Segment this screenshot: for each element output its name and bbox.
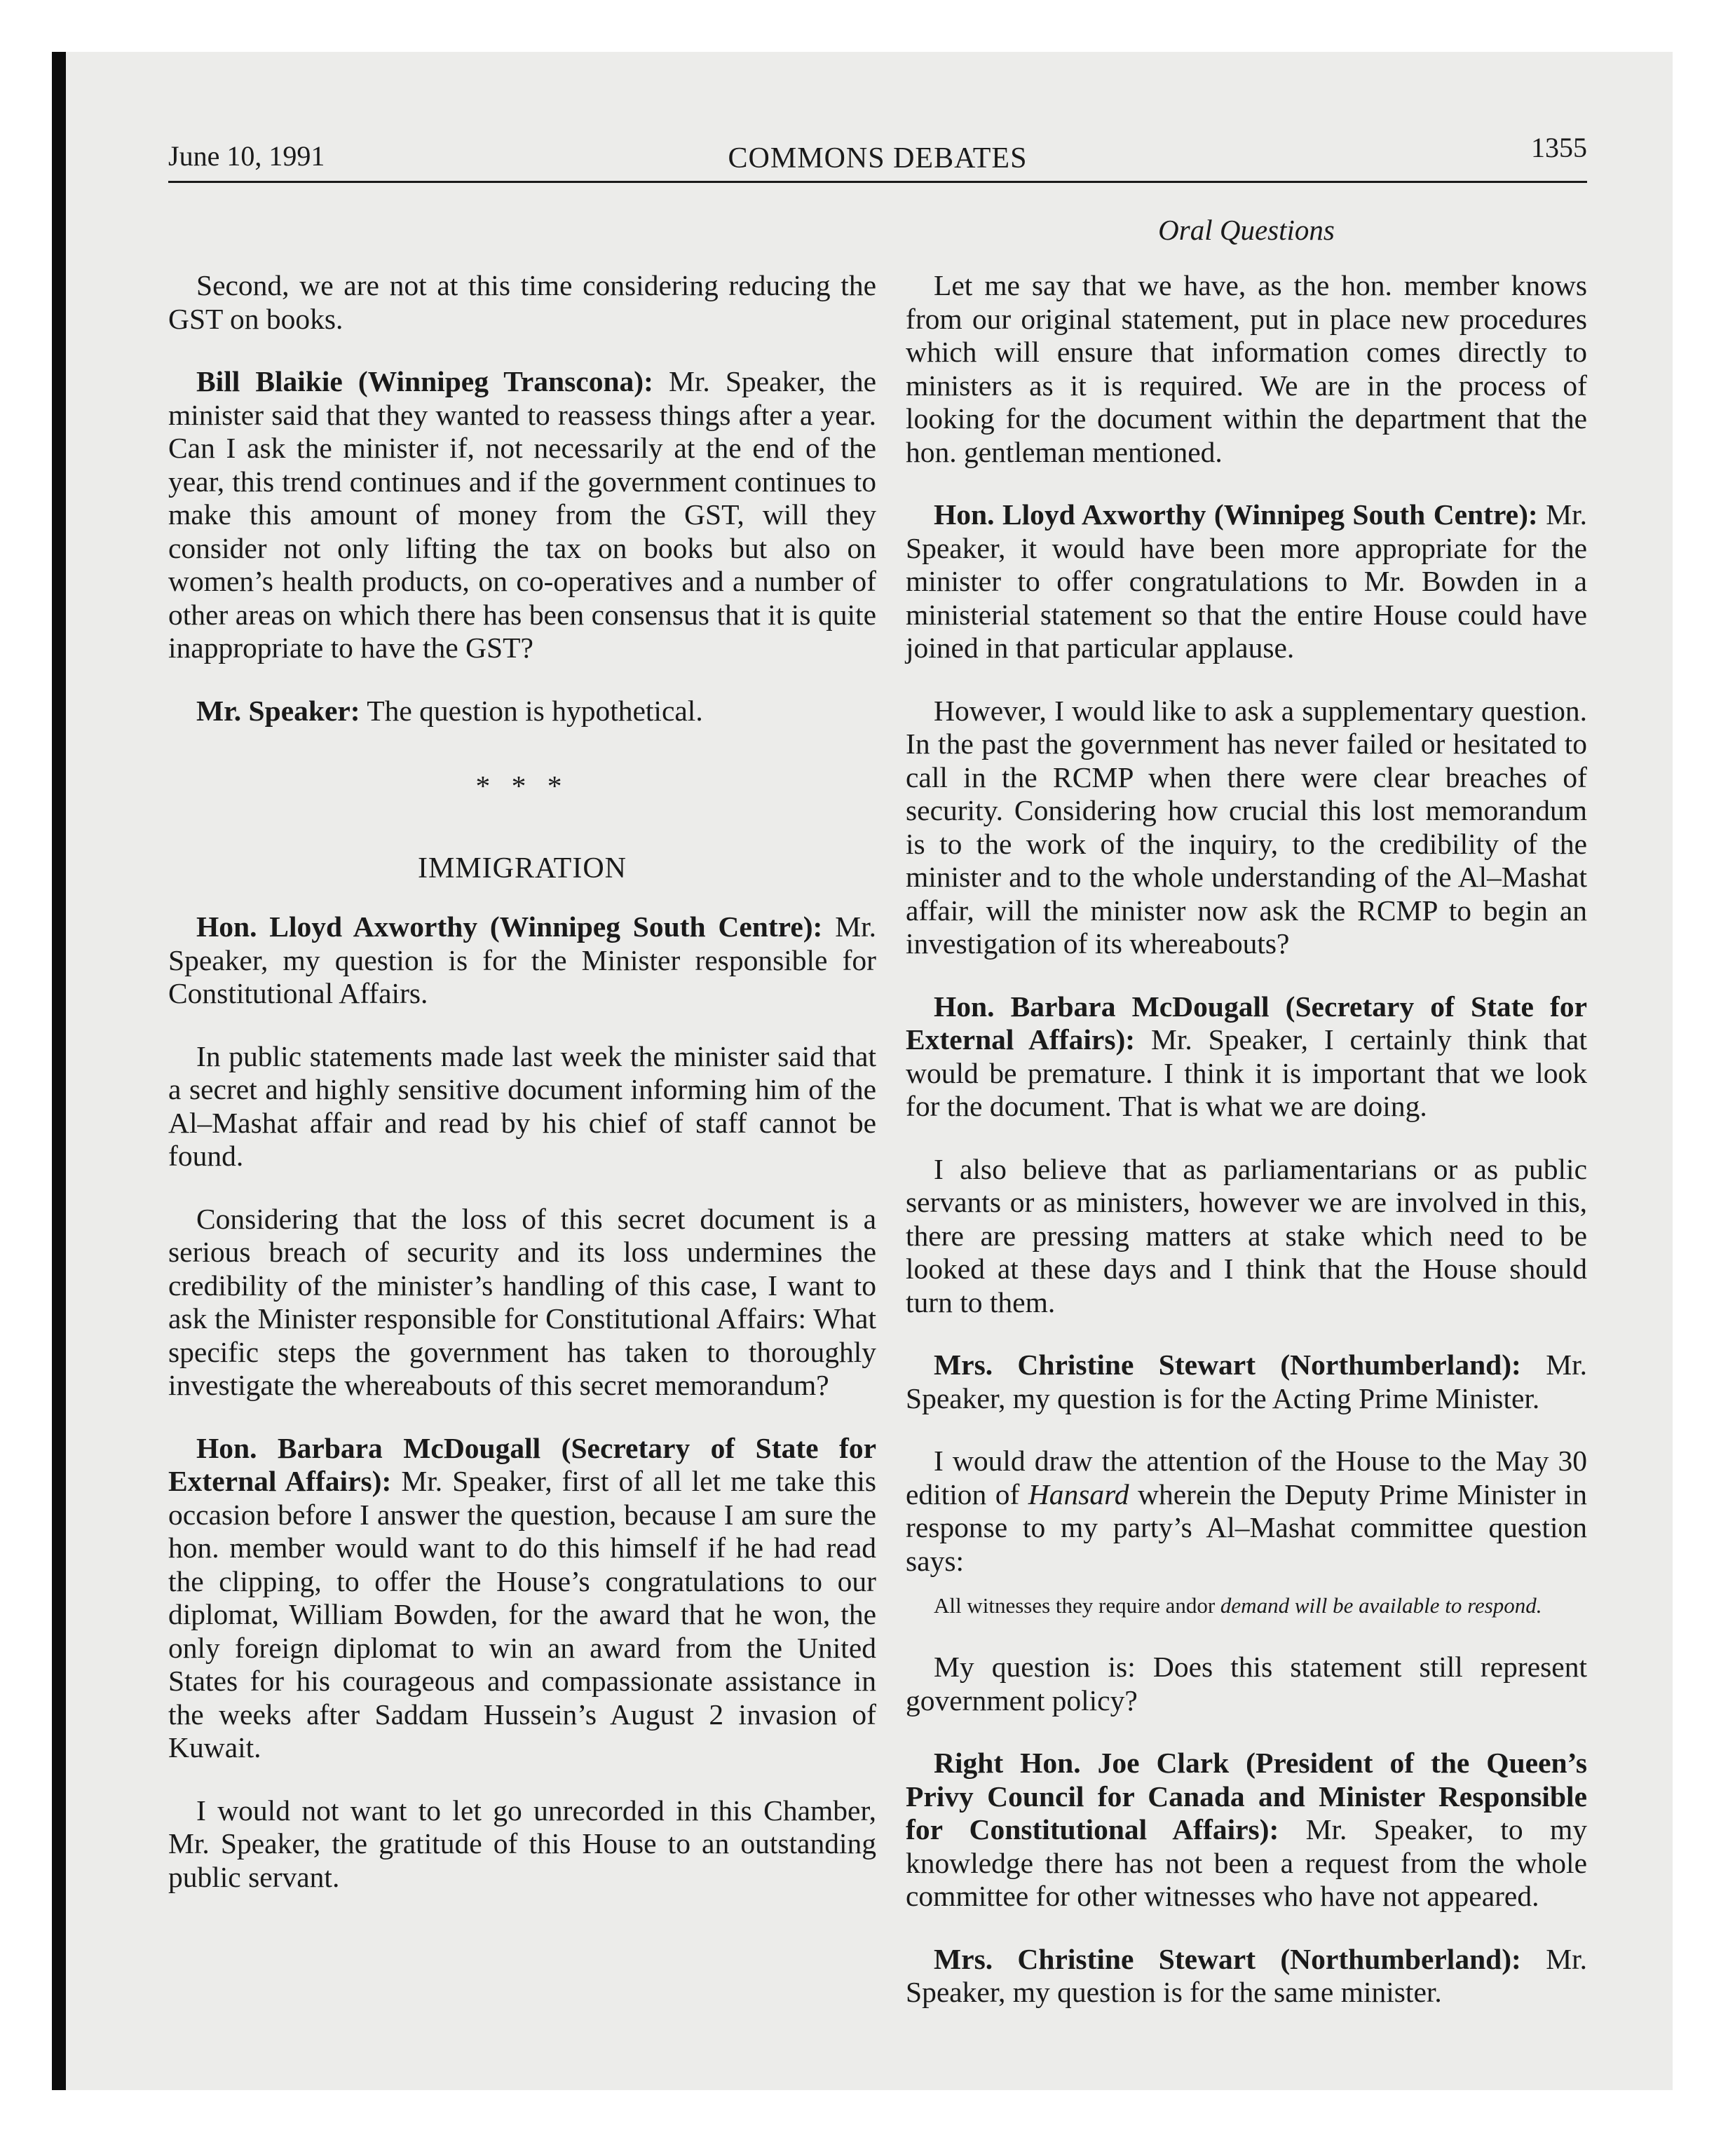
speaker-name: Mrs. Christine Stewart (Northumberland): [934,1349,1521,1381]
header-date: June 10, 1991 [168,140,325,172]
speaker-name: Hon. Barbara McDougall (Secretary of State for External Affairs): [906,990,1587,1056]
speaker-name: Hon. Lloyd Axworthy (Winnipeg South Centre): [934,498,1538,531]
paragraph: However, I would like to ask a supplementary question. In the past the government has never failed or hesitated to call in the RCMP when there were clear breaches of security. Considering how crucial this lost memorandum is to the work of the inquiry, to the credibility of the minister and to the whole understanding of the Al–Mashat affair, will the minister now ask the RCMP to begin an investigation of its whereabouts? [906,694,1587,960]
paragraph: Second, we are not at this time considering reducing the GST on books. [168,269,876,335]
paragraph: Hon. Barbara McDougall (Secretary of State for External Affairs): Mr. Speaker, I certainly think that would be premature. I think it is important that we look for the document. That is what we are doing. [906,990,1587,1122]
paragraph: I would draw the attention of the House to the May 30 edition of Hansard wherein the Deputy Prime Minister in response to my party’s Al–Mashat committee question says: [906,1445,1587,1577]
publication-title: Hansard [1028,1478,1129,1510]
header-rule [168,181,1587,183]
speaker-name: Hon. Lloyd Axworthy (Winnipeg South Centre): [196,910,823,943]
paragraph: My question is: Does this statement still represent government policy? [906,1651,1587,1717]
speaker-name: Mr. Speaker: [196,694,360,727]
speaker-name: Hon. Barbara McDougall (Secretary of State for External Affairs): [168,1431,876,1497]
speaker-name: Right Hon. Joe Clark (President of the Queen’s Privy Council for Canada and Minister Responsible for Constitutional Affairs): [906,1747,1587,1845]
paragraph: I also believe that as parliamentarians or as public servants or as ministers, however we are involved in this, there are pressing matters at stake which need to be looked at these days and I think that the House should turn to them. [906,1152,1587,1318]
paragraph: Mrs. Christine Stewart (Northumberland): Mr. Speaker, my question is for the same minister. [906,1942,1588,2008]
section-caption: Oral Questions [1158,214,1335,246]
paragraph: Considering that the loss of this secret document is a serious breach of security and its loss undermines the credibility of the minister’s handling of this case, I want to ask the Minister responsible for Constitutional Affairs: What specific steps the government has taken to thoroughly investigate the whereabouts of this secret memorandum? [168,1202,876,1401]
speaker-name: Bill Blaikie (Winnipeg Transcona): [196,365,653,397]
paragraph: Hon. Barbara McDougall (Secretary of State for External Affairs): Mr. Speaker, first of all let me take this occasion before I answer the question, because I am sure the hon. member would want to do this himself if he had read the clipping, to offer the House’s congratulations to our diplomat, William Bowden, for the award that he won, the only foreign diplomat to win an award from the United States for his courageous and compassionate assistance in the weeks after Saddam Hussein’s August 2 invasion of Kuwait. [168,1431,877,1763]
paragraph: Mr. Speaker: The question is hypothetical. [196,694,703,727]
binding-edge [52,52,66,2090]
running-head [168,132,1587,179]
paragraph: In public statements made last week the minister said that a secret and highly sensitive document informing him of the Al–Mashat affair and read by his chief of staff cannot be found. [168,1039,876,1172]
right-column [906,269,1587,2039]
paragraph: Hon. Lloyd Axworthy (Winnipeg South Centre): Mr. Speaker, my question is for the Minister responsible for Constitutional Affairs. [168,910,877,1009]
left-column [168,269,876,1923]
section-separator: * * * [475,770,569,802]
page-number: 1355 [1531,132,1587,163]
paragraph: I would not want to let go unrecorded in this Chamber, Mr. Speaker, the gratitude of this House to an outstanding public servant. [168,1794,876,1893]
section-heading: IMMIGRATION [418,852,627,885]
header-title: COMMONS DEBATES [728,142,1028,175]
speaker-name: Mrs. Christine Stewart (Northumberland): [934,1942,1521,1975]
paragraph: Mrs. Christine Stewart (Northumberland): Mr. Speaker, my question is for the Acting Prime Minister. [906,1349,1588,1414]
paragraph: Right Hon. Joe Clark (President of the Queen’s Privy Council for Canada and Minister Responsible for Constitutional Affairs): Mr. Speaker, to my knowledge there has not been a request from the whole committee for other witnesses who have not appeared. [906,1747,1587,1912]
block-quote: All witnesses they require andor demand will be available to respond. [934,1593,1542,1618]
paragraph: Hon. Lloyd Axworthy (Winnipeg South Centre): Mr. Speaker, it would have been more appropriate for the minister to offer congratulations to Mr. Bowden in a ministerial statement so that the entire House could have joined in that particular applause. [906,498,1587,664]
paragraph: Bill Blaikie (Winnipeg Transcona): Mr. Speaker, the minister said that they wanted to reassess things after a year. Can I ask the minister if, not necessarily at the end of the year, this trend continues and if the government continues to make this amount of money from the GST, will they consider not only lifting the tax on books but also on women’s health products, on co-operatives and a number of other areas on which there has been consensus that it is quite inappropriate to have the GST? [168,365,876,664]
paragraph: Let me say that we have, as the hon. member knows from our original statement, put in place new procedures which will ensure that information comes directly to ministers as it is required. We are in the process of looking for the document within the department that the hon. gentleman mentioned. [906,269,1587,468]
